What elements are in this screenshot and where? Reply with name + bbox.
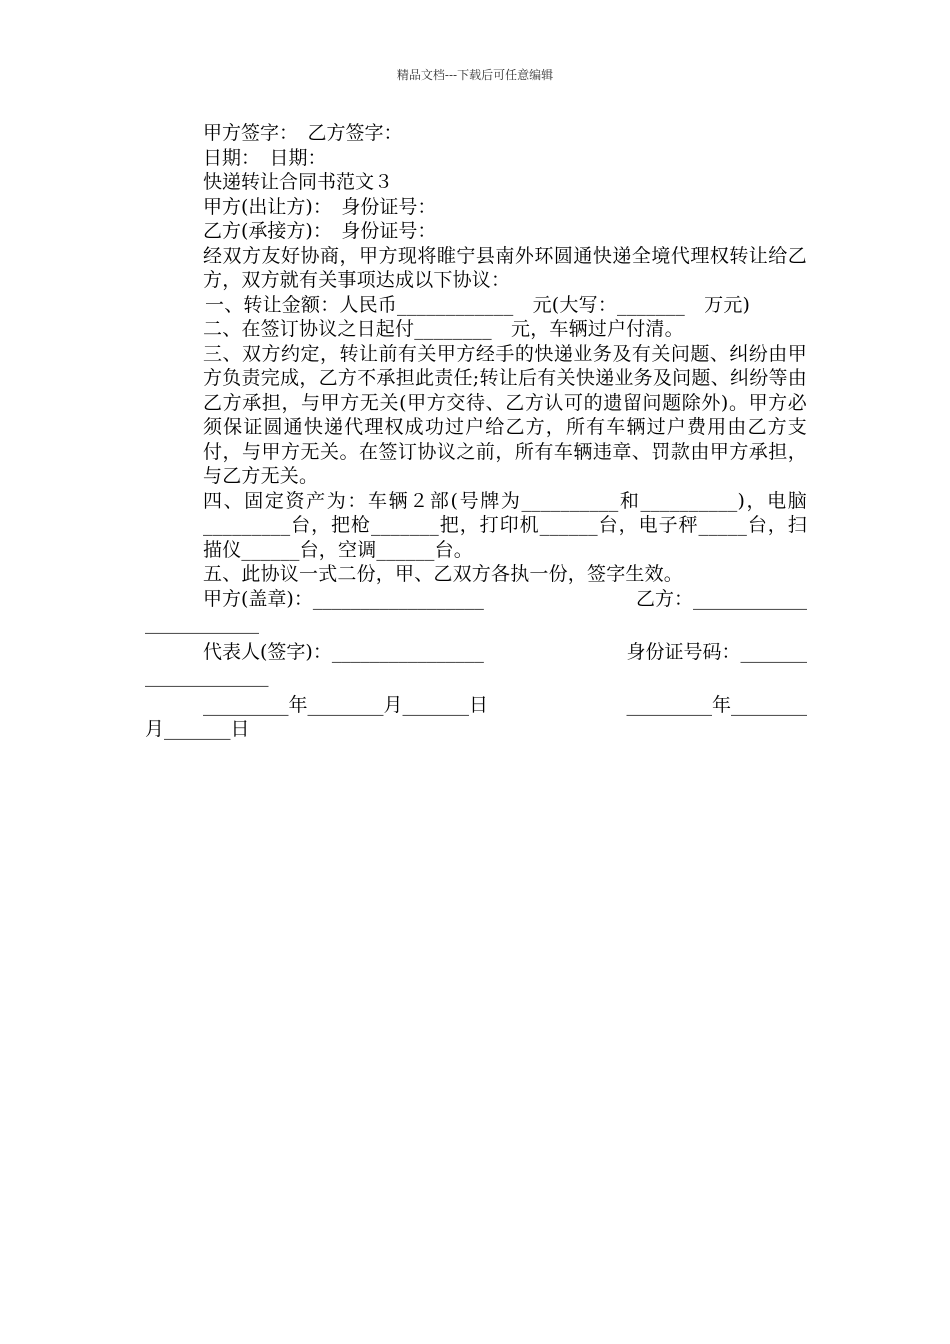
party-b-seal-continued: ____________ bbox=[145, 612, 259, 634]
party-a-line: 甲方(出让方)： 身份证号： bbox=[203, 195, 437, 218]
representative-row bbox=[145, 640, 807, 665]
seal-row bbox=[145, 587, 807, 612]
party-a-seal: 甲方(盖章)：__________________ bbox=[203, 587, 484, 610]
signature-line: 甲方签字： 乙方签字： bbox=[203, 122, 403, 144]
clause-4: 四、固定资产为：车辆２部(号牌为__________和__________)，电脑_________台，把枪_______把，打印机______台，电子秤_____台，扫描仪______台，空调______台。 bbox=[203, 489, 807, 561]
id-number-continued: _____________ bbox=[145, 665, 269, 687]
party-b-seal: 乙方：____________ bbox=[635, 587, 807, 610]
date-party-a: _________年________月_______日 bbox=[203, 693, 489, 716]
clause-1: 一、转让金额：人民币____________ 元(大写：_______ 万元) bbox=[205, 293, 751, 316]
clause-3: 三、双方约定，转让前有关甲方经手的快递业务及有关问题、纠纷由甲方负责完成，乙方不承担此责任;转让后有关快递业务及问题、纠纷等由乙方承担，与甲方无关(甲方交待、乙方认可的遗留问题除外)。甲方必须保证圆通快递代理权成功过户给乙方，所有车辆过户费用由乙方支付，与甲方无关。在签订协议之前，所有车辆违章、罚款由甲方承担，与乙方无关。 bbox=[203, 342, 807, 487]
party-b-line: 乙方(承接方)： 身份证号： bbox=[203, 220, 437, 242]
page-header: 精品文档---下载后可任意编辑 bbox=[396, 68, 554, 82]
date-party-b: _________年________ bbox=[626, 693, 807, 716]
date-line: 日期： 日期： bbox=[203, 146, 327, 169]
clause-5: 五、此协议一式二份，甲、乙双方各执一份，签字生效。 bbox=[203, 563, 684, 585]
document-title: 快递转让合同书范文３ bbox=[203, 171, 394, 193]
clause-2: 二、在签订协议之日起付________ 元，车辆过户付清。 bbox=[203, 318, 684, 340]
date-row bbox=[145, 693, 807, 718]
contract-body bbox=[145, 121, 807, 742]
representative-signature: 代表人(签字)：________________ bbox=[203, 640, 484, 663]
intro-paragraph: 经双方友好协商，甲方现将睢宁县南外环圆通快递全境代理权转让给乙方，双方就有关事项达成以下协议： bbox=[203, 244, 807, 291]
id-number: 身份证号码：_______ bbox=[626, 640, 807, 663]
date-party-b-continued: 月_______日 bbox=[145, 718, 250, 740]
